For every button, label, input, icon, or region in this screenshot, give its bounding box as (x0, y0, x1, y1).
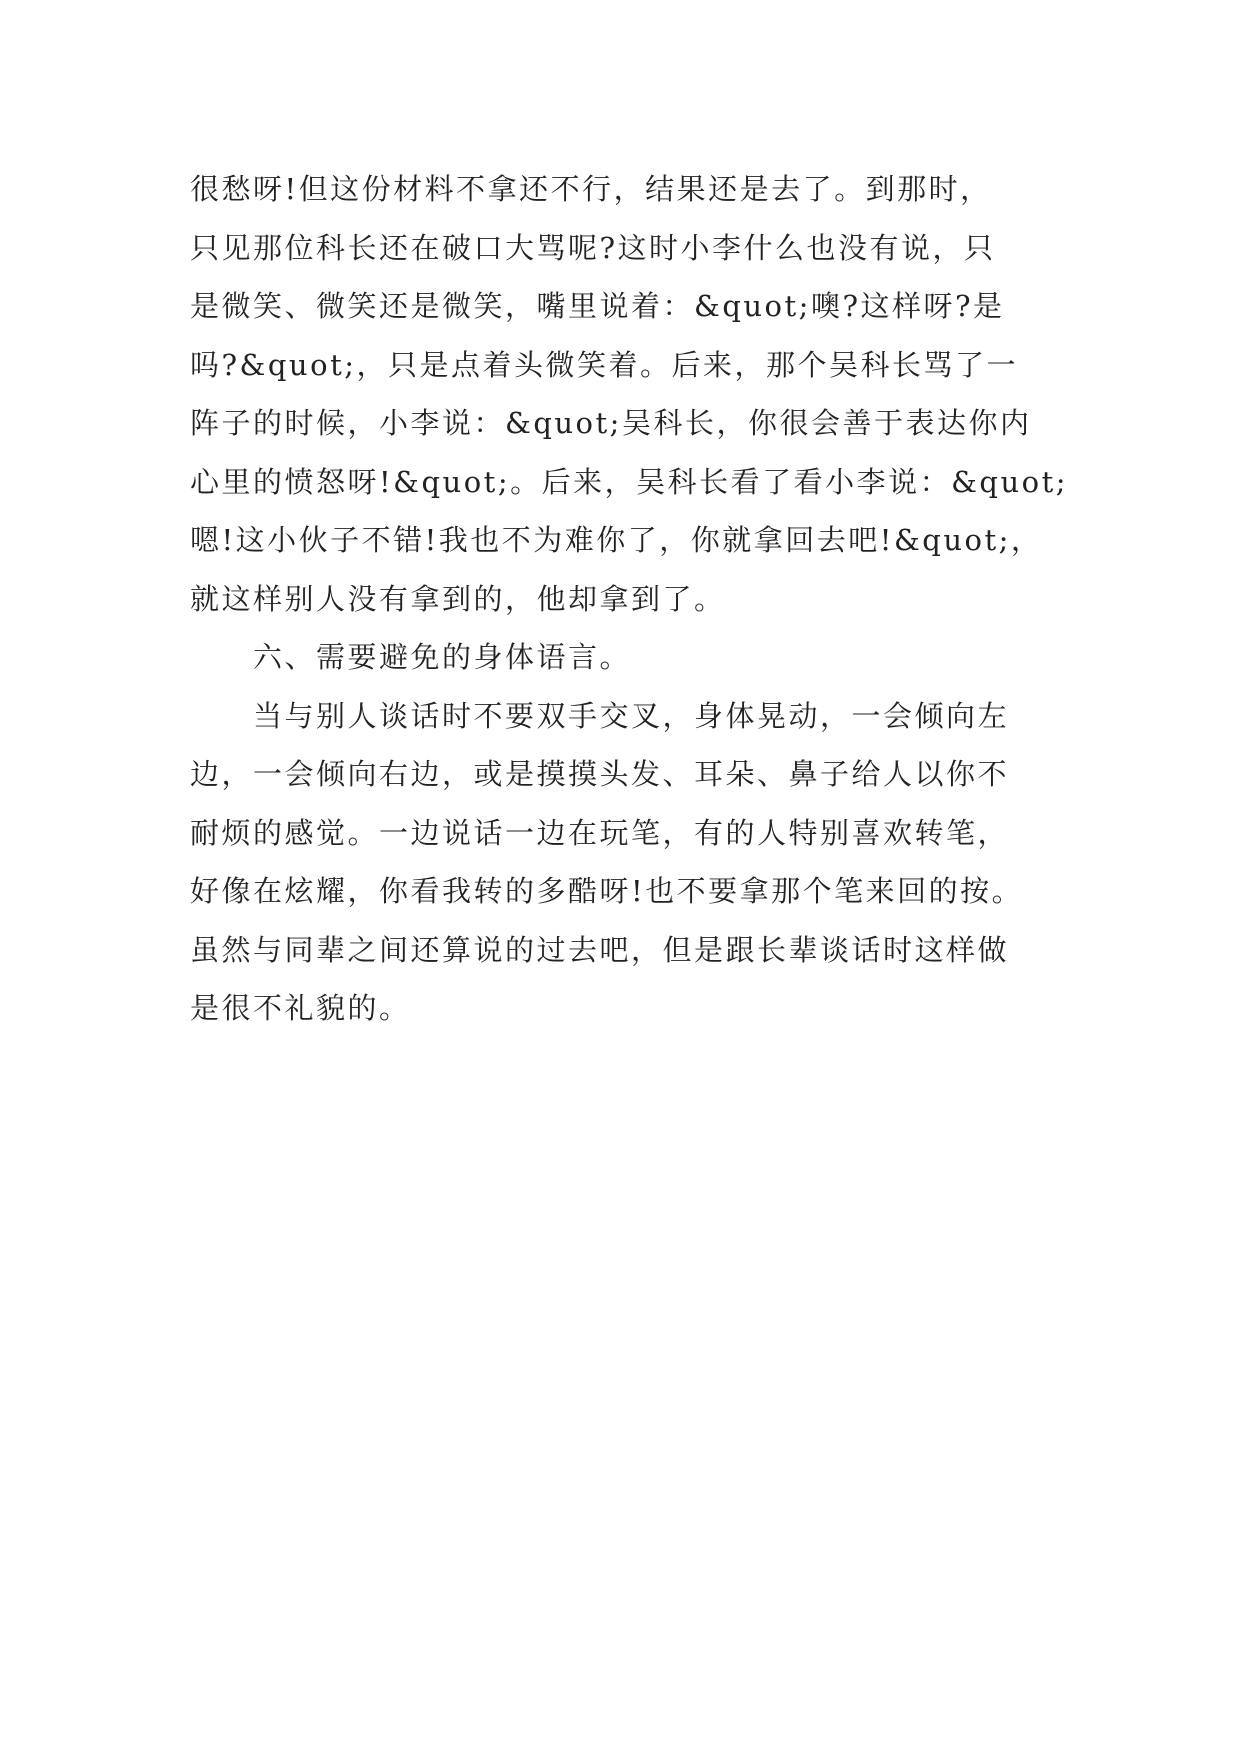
text-line: 嗯!这小伙子不错!我也不为难你了，你就拿回去吧!&quot;， (190, 523, 1043, 557)
text-line: 很愁呀!但这份材料不拿还不行，结果还是去了。到那时， (190, 172, 992, 206)
text-line: 心里的愤怒呀!&quot;。后来，吴科长看了看小李说：&quot; (190, 464, 1069, 499)
text-line: 阵子的时候，小李说：&quot;吴科长，你很会善于表达你内 (190, 406, 1032, 440)
text-line: 就这样别人没有拿到的，他却拿到了。 (190, 581, 726, 616)
text-line: 好像在炫耀，你看我转的多酷呀!也不要拿那个笔来回的按。 (190, 874, 1024, 908)
body-text (190, 160, 1069, 1038)
text-line: 只见那位科长还在破口大骂呢?这时小李什么也没有说，只 (190, 230, 996, 265)
section-heading: 六、需要避免的身体语言。 (253, 640, 632, 674)
text-line: 边，一会倾向右边，或是摸摸头发、耳朵、鼻子给人以你不 (190, 757, 1010, 791)
text-line: 吗?&quot;，只是点着头微笑着。后来，那个吴科长骂了一 (190, 347, 1018, 382)
text-line: 耐烦的感觉。一边说话一边在玩笔，有的人特别喜欢转笔， (190, 815, 1010, 850)
text-line: 当与别人谈话时不要双手交叉，身体晃动，一会倾向左 (253, 698, 1010, 733)
text-line: 是微笑、微笑还是微笑，嘴里说着：&quot;噢?这样呀?是 (190, 289, 1005, 323)
text-line: 是很不礼貌的。 (190, 991, 411, 1025)
text-line: 虽然与同辈之间还算说的过去吧，但是跟长辈谈话时这样做 (190, 932, 1010, 967)
